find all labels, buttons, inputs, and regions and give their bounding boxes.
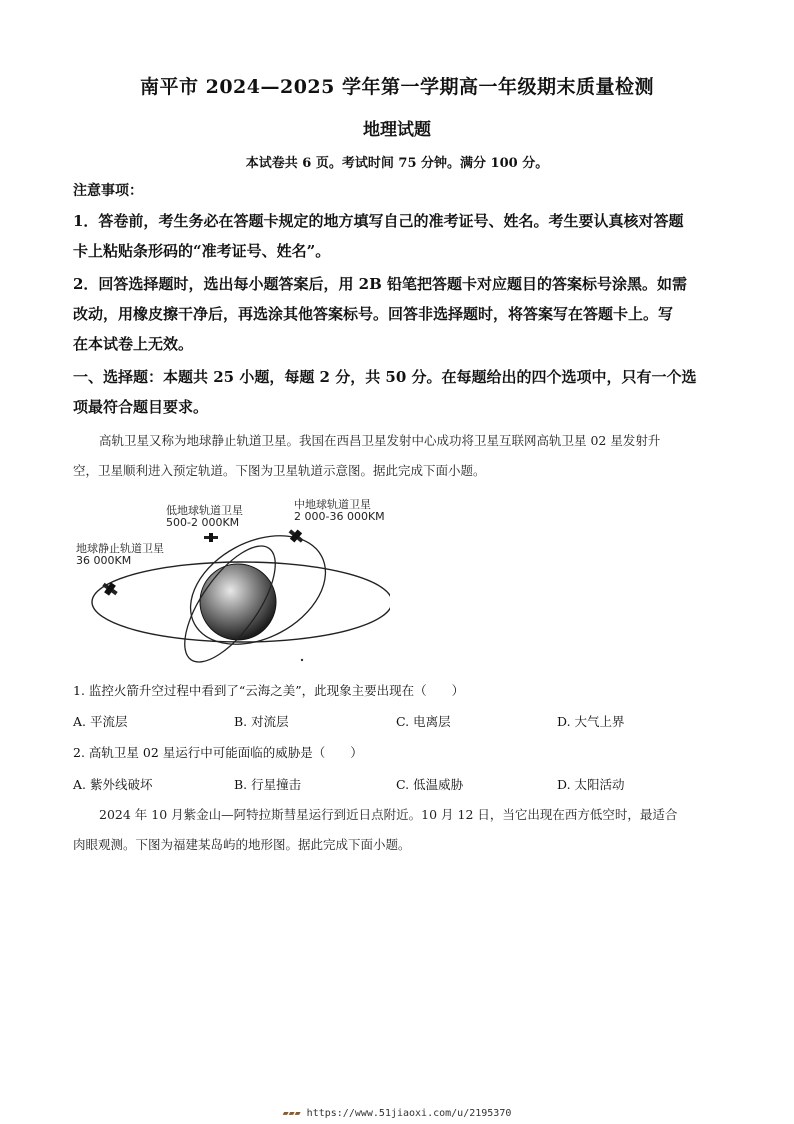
subject-title: 地理试题 bbox=[363, 120, 431, 140]
exam-title: 南平市 2024—2025 学年第一学期高一年级期末质量检测 bbox=[140, 76, 654, 98]
section-1-heading-line-1: 一、选择题：本题共 25 小题，每题 2 分，共 50 分。在每题给出的四个选项中，只有一个选 bbox=[73, 368, 697, 386]
satellite-orbit-figure bbox=[70, 492, 390, 667]
notice-item-1-line-2: 卡上粘贴条形码的“准考证号、姓名”。 bbox=[73, 242, 331, 260]
question-2-option-a[interactable]: A. 紫外线破坏 bbox=[73, 777, 153, 792]
footer-url[interactable]: https://www.51jiaoxi.com/u/2195370 bbox=[306, 1108, 512, 1119]
question-1-option-d[interactable]: D. 大气上界 bbox=[557, 714, 625, 729]
geo-orbit-label bbox=[76, 543, 164, 567]
question-2-option-c[interactable]: C. 低温威胁 bbox=[396, 777, 464, 792]
stem-2-line-2: 肉眼观测。下图为福建某岛屿的地形图。据此完成下面小题。 bbox=[73, 837, 411, 852]
geo-orbit-name: 地球静止轨道卫星 bbox=[76, 542, 164, 555]
question-2-option-b[interactable]: B. 行星撞击 bbox=[234, 777, 302, 792]
mid-orbit-range: 2 000-36 000KM bbox=[294, 510, 385, 523]
dot-mark bbox=[301, 659, 303, 661]
notice-item-2-line-1: 2．回答选择题时，选出每小题答案后，用 2B 铅笔把答题卡对应题目的答案标号涂黑。如需 bbox=[73, 275, 688, 293]
question-1-option-a[interactable]: A. 平流层 bbox=[73, 714, 128, 729]
footer-logo-mark: ▰▰▰ bbox=[282, 1108, 301, 1119]
section-1-heading-line-2: 项最符合题目要求。 bbox=[73, 398, 209, 416]
stem-2-line-1: 2024 年 10 月紫金山—阿特拉斯彗星运行到近日点附近。10 月 12 日，当它出现在西方低空时，最适合 bbox=[99, 807, 678, 822]
mid-orbit-label bbox=[294, 499, 385, 523]
question-stem-1 bbox=[73, 426, 723, 486]
low-orbit-label bbox=[166, 505, 243, 529]
question-2-text: 2. 高轨卫星 02 星运行中可能面临的威胁是（ ） bbox=[73, 745, 363, 760]
low-orbit-satellite-icon bbox=[204, 533, 218, 542]
mid-orbit-name: 中地球轨道卫星 bbox=[294, 498, 371, 511]
exam-info: 本试卷共 6 页。考试时间 75 分钟。满分 100 分。 bbox=[245, 156, 549, 171]
notice-item-2-line-2: 改动，用橡皮擦干净后，再选涂其他答案标号。回答非选择题时，将答案写在答题卡上。写 bbox=[73, 305, 674, 323]
page-footer bbox=[0, 1108, 794, 1119]
section-1-heading bbox=[73, 362, 723, 422]
notice-item-1 bbox=[73, 206, 723, 266]
notice-item-2 bbox=[73, 269, 723, 359]
geo-orbit-range: 36 000KM bbox=[76, 554, 132, 567]
low-orbit-name: 低地球轨道卫星 bbox=[166, 504, 243, 517]
notice-item-2-line-3: 在本试卷上无效。 bbox=[73, 335, 194, 353]
stem-1-line-2: 空，卫星顺利进入预定轨道。下图为卫星轨道示意图。据此完成下面小题。 bbox=[73, 463, 486, 478]
notice-heading: 注意事项： bbox=[73, 183, 143, 199]
question-1-text: 1. 监控火箭升空过程中看到了“云海之美”，此现象主要出现在（ ） bbox=[73, 683, 465, 698]
notice-item-1-line-1: 1．答卷前，考生务必在答题卡规定的地方填写自己的准考证号、姓名。考生要认真核对答题 bbox=[73, 212, 684, 230]
question-1-option-b[interactable]: B. 对流层 bbox=[234, 714, 289, 729]
stem-1-line-1: 高轨卫星又称为地球静止轨道卫星。我国在西昌卫星发射中心成功将卫星互联网高轨卫星 02 星发射升 bbox=[99, 433, 661, 448]
question-1-option-c[interactable]: C. 电离层 bbox=[396, 714, 451, 729]
question-2-option-d[interactable]: D. 太阳活动 bbox=[557, 777, 625, 792]
low-orbit-range: 500-2 000KM bbox=[166, 516, 240, 529]
question-stem-2 bbox=[73, 800, 723, 860]
